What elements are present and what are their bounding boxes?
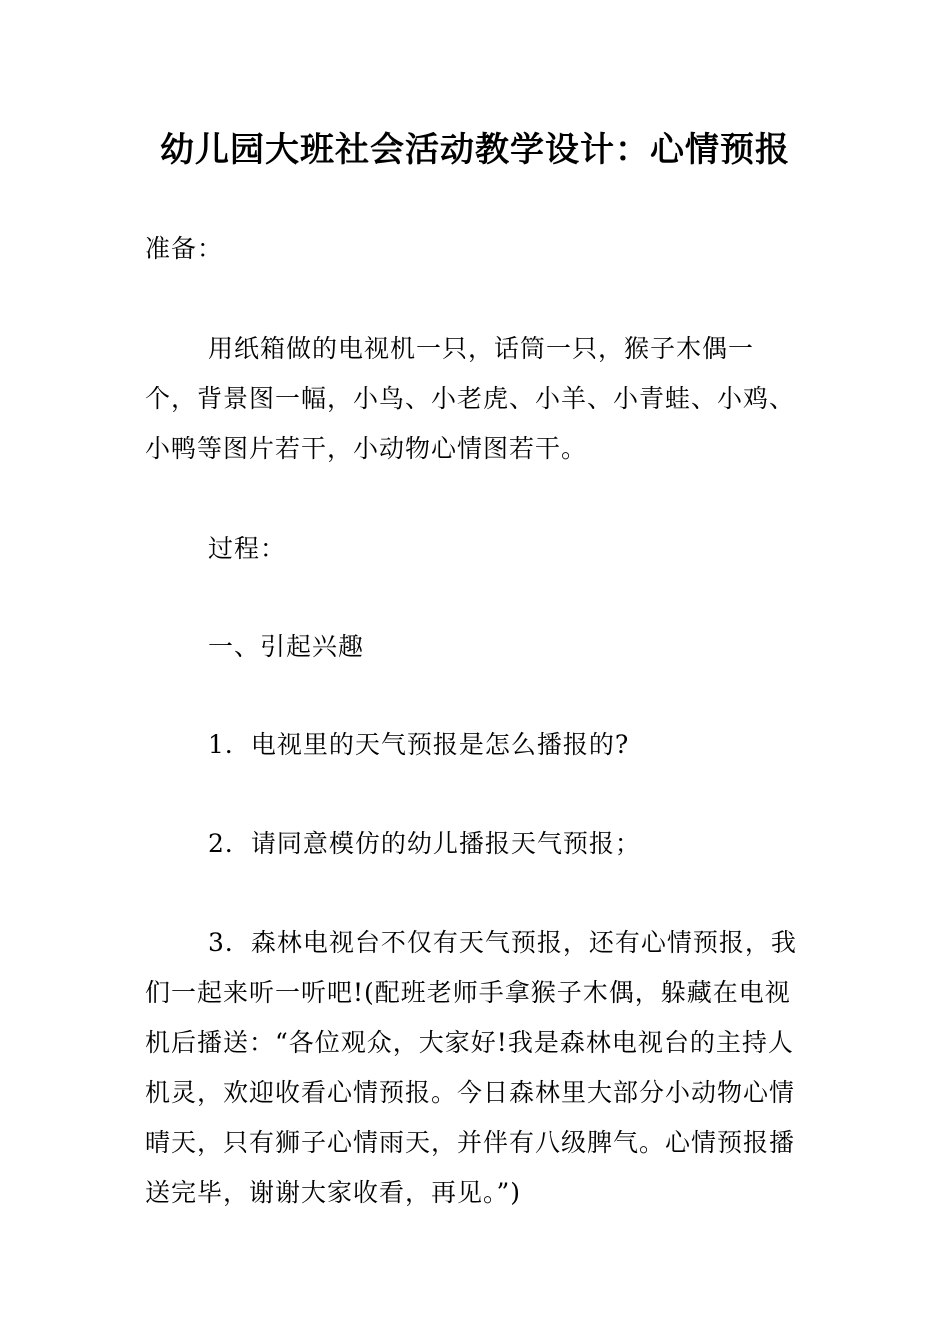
step-2-text: 2．请同意模仿的幼儿播报天气预报； [208,829,641,858]
step-3-paragraph: 3．森林电视台不仅有天气预报，还有心情预报，我们一起来听一听吧!(配班老师手拿猴子木偶，躲藏在电视机后播送：“各位观众，大家好!我是森林电视台的主持人机灵，欢迎收看心情预报。今日森林里大部分小动物心情晴天，只有狮子心情雨天，并伴有八级脾气。心情预报播送完毕，谢谢大家收看，再见。”) [145,928,797,1207]
step-1-text: 1．电视里的天气预报是怎么播报的? [208,730,630,759]
section-heading-interest: 一、引起兴趣 [208,632,365,661]
document-title: 幼儿园大班社会活动教学设计：心情预报 [160,130,790,170]
preparation-paragraph: 用纸箱做的电视机一只，话筒一只，猴子木偶一个，背景图一幅，小鸟、小老虎、小羊、小青蛙、小鸡、小鸭等图片若干，小动物心情图若干。 [145,334,796,463]
preparation-heading: 准备： [145,234,224,263]
process-heading: 过程： [208,534,287,563]
